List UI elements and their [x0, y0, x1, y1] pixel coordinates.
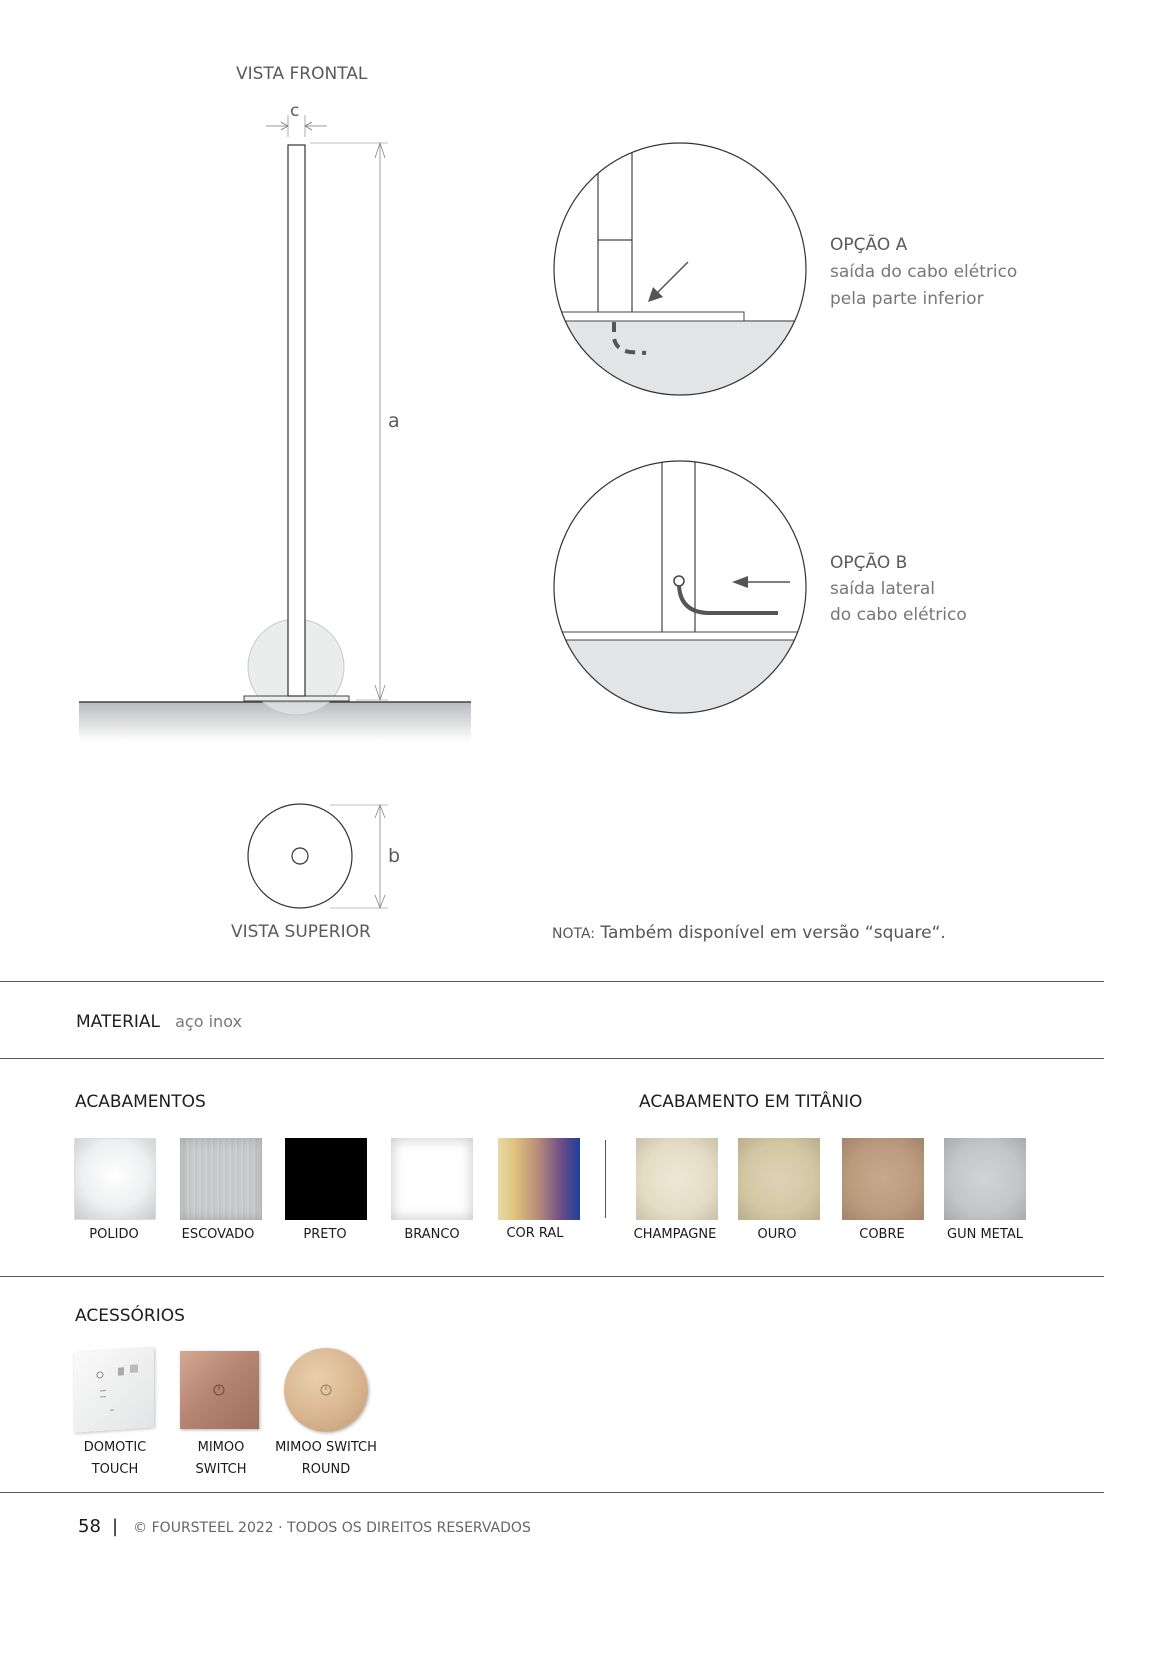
cable-outlet	[674, 576, 684, 586]
top-view-label: VISTA SUPERIOR	[231, 922, 371, 942]
finish-separator	[605, 1140, 606, 1218]
swatch-ouro	[738, 1138, 820, 1220]
option-b-line1: saída lateral	[830, 579, 936, 599]
power-icon	[180, 1351, 259, 1429]
option-a-title: OPÇÃO A	[830, 235, 908, 255]
swatch-cor-ral	[498, 1138, 580, 1220]
dimension-b-label: b	[388, 845, 401, 867]
accessory-label-line1: MIMOO SWITCH	[275, 1440, 377, 1455]
top-view-post	[292, 848, 308, 864]
page-number: 58	[78, 1516, 101, 1537]
divider	[0, 1058, 1104, 1059]
accessory-mimoo-switch-image	[180, 1351, 259, 1429]
swatch-branco	[391, 1138, 473, 1220]
option-a-text	[830, 232, 1017, 313]
swatch-escovado	[180, 1138, 262, 1220]
accessory-label-mimoo-switch	[161, 1437, 281, 1481]
accessory-label-mimoo-switch-round	[266, 1437, 386, 1481]
accessory-domotic-touch-image	[74, 1347, 154, 1433]
dimension-c-label: c	[290, 101, 300, 121]
note-label: NOTA:	[552, 926, 596, 942]
divider	[0, 1276, 1104, 1277]
option-b-text	[830, 550, 967, 628]
divider	[0, 1492, 1104, 1493]
accessory-label-line2: TOUCH	[91, 1462, 139, 1477]
option-b-title: OPÇÃO B	[830, 553, 908, 573]
dimension-a-label: a	[388, 410, 400, 432]
swatch-preto	[285, 1138, 367, 1220]
accessory-label-line1: MIMOO	[197, 1440, 245, 1455]
swatch-polido	[74, 1138, 156, 1220]
accessory-label-line2: ROUND	[301, 1462, 351, 1477]
swatch-gun-metal	[944, 1138, 1026, 1220]
post	[288, 145, 305, 696]
base-plate-detail	[562, 312, 744, 321]
finish-label-escovado: ESCOVADO	[181, 1227, 255, 1242]
option-b-line2: do cabo elétrico	[830, 605, 967, 625]
finish-label-cor-ral: COR RAL	[506, 1226, 564, 1241]
copyright: © FOURSTEEL 2022 · TODOS OS DIREITOS RESERVADOS	[133, 1520, 531, 1536]
accessory-label-line1: DOMOTIC	[83, 1440, 147, 1455]
option-b-detail	[550, 458, 810, 718]
footer	[78, 1516, 531, 1537]
power-icon	[284, 1348, 368, 1432]
swatch-champagne	[636, 1138, 718, 1220]
accessory-mimoo-switch-round-image	[284, 1348, 368, 1432]
accessory-label-domotic-touch	[55, 1437, 175, 1481]
material-value: aço inox	[175, 1012, 242, 1031]
option-a-line1: saída do cabo elétrico	[830, 262, 1018, 282]
finish-label-cobre: COBRE	[859, 1227, 905, 1242]
material-label: MATERIAL	[76, 1012, 161, 1032]
finish-label-branco: BRANCO	[404, 1227, 460, 1242]
accessory-label-line2: SWITCH	[195, 1462, 247, 1477]
option-a-line2: pela parte inferior	[830, 289, 984, 309]
cable	[679, 585, 778, 613]
base-plate	[244, 696, 349, 701]
touch-panel-icon	[74, 1347, 154, 1433]
finish-label-gun-metal: GUN METAL	[947, 1227, 1023, 1242]
finishes-title: ACABAMENTOS	[75, 1092, 206, 1112]
finish-label-polido: POLIDO	[89, 1227, 139, 1242]
finish-label-preto: PRETO	[303, 1227, 347, 1242]
option-a-detail	[550, 140, 810, 400]
footer-separator: |	[112, 1516, 119, 1537]
swatch-cobre	[842, 1138, 924, 1220]
note-text: Também disponível em versão “square“.	[595, 923, 946, 943]
finish-label-champagne: CHAMPAGNE	[633, 1227, 717, 1242]
finish-label-ouro: OURO	[757, 1227, 797, 1242]
front-view-label: VISTA FRONTAL	[236, 64, 368, 84]
material-row	[76, 1012, 242, 1032]
front-view-drawing	[0, 0, 520, 960]
titanium-title: ACABAMENTO EM TITÂNIO	[639, 1092, 863, 1112]
divider	[0, 981, 1104, 982]
accessories-title: ACESSÓRIOS	[75, 1306, 185, 1326]
note	[552, 923, 946, 943]
